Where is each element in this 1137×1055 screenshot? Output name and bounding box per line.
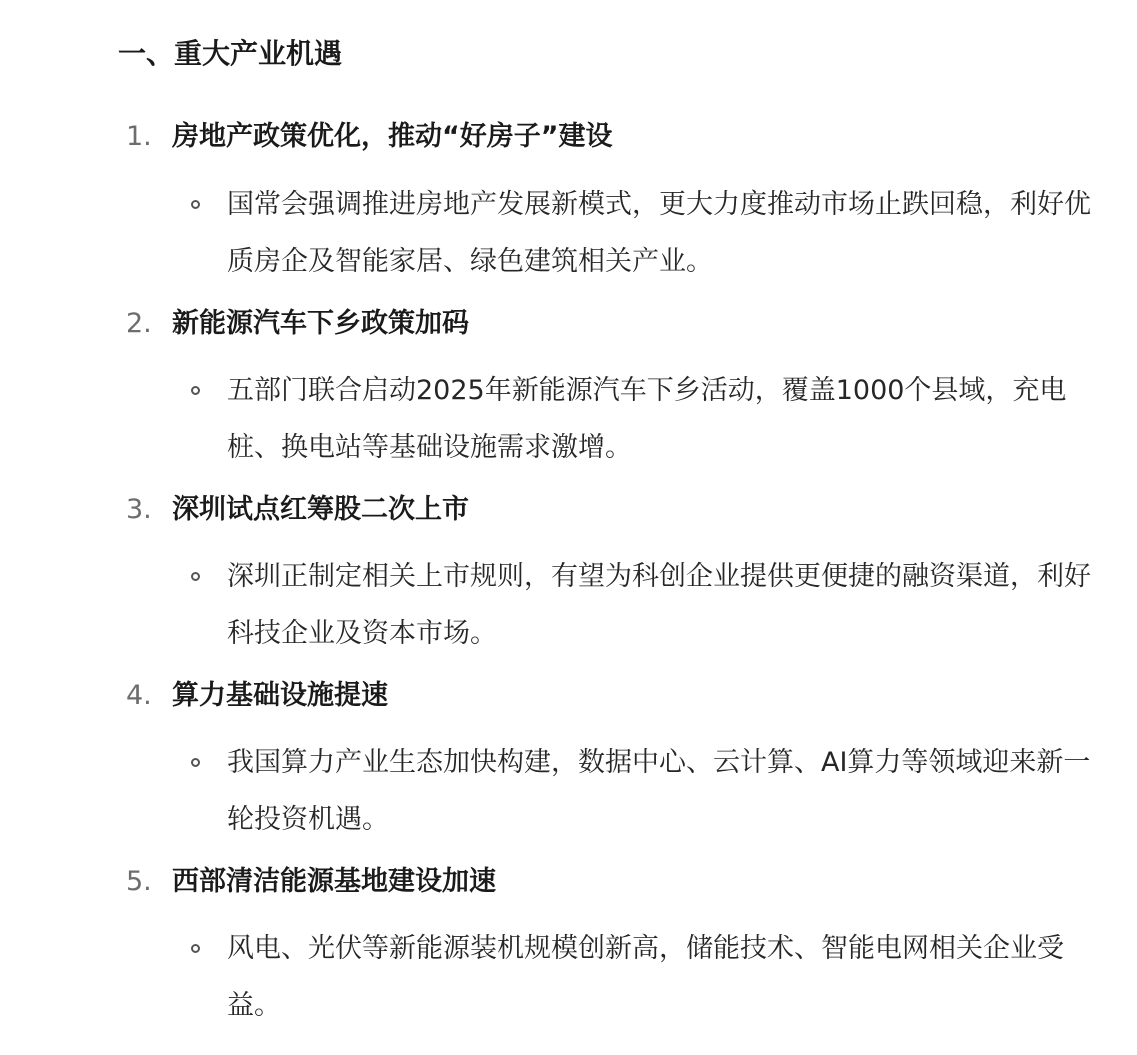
item-detail: 深圳正制定相关上市规则，有望为科创企业提供更便捷的融资渠道，利好科技企业及资本市场。 [227, 561, 1091, 649]
item-number: 3. [126, 494, 152, 525]
item-number: 4. [126, 680, 152, 711]
item-number: 5. [126, 866, 152, 897]
item-title: 深圳试点红筹股二次上市 [172, 494, 469, 525]
item-detail: 国常会强调推进房地产发展新模式，更大力度推动市场止跌回稳，利好优质房企及智能家居、绿色建筑相关产业。 [227, 189, 1091, 277]
item-number: 1. [126, 121, 152, 152]
item-title: 算力基础设施提速 [172, 680, 388, 711]
item-title: 西部清洁能源基地建设加速 [172, 866, 496, 897]
bullet-circle-icon [191, 386, 200, 395]
item-detail: 我国算力产业生态加快构建，数据中心、云计算、AI算力等领域迎来新一轮投资机遇。 [227, 747, 1091, 835]
item-detail: 风电、光伏等新能源装机规模创新高，储能技术、智能电网相关企业受益。 [227, 933, 1064, 1021]
bullet-circle-icon [191, 200, 200, 209]
item-title: 房地产政策优化，推动“好房子”建设 [172, 121, 613, 152]
bullet-circle-icon [191, 758, 200, 767]
bullet-circle-icon [191, 572, 200, 581]
item-number: 2. [126, 308, 152, 339]
section-title: 一、重大产业机遇 [118, 37, 343, 70]
item-detail: 五部门联合启动2025年新能源汽车下乡活动，覆盖1000个县域，充电桩、换电站等基础设施需求激增。 [227, 375, 1067, 463]
bullet-circle-icon [191, 944, 200, 953]
item-title: 新能源汽车下乡政策加码 [172, 308, 469, 339]
